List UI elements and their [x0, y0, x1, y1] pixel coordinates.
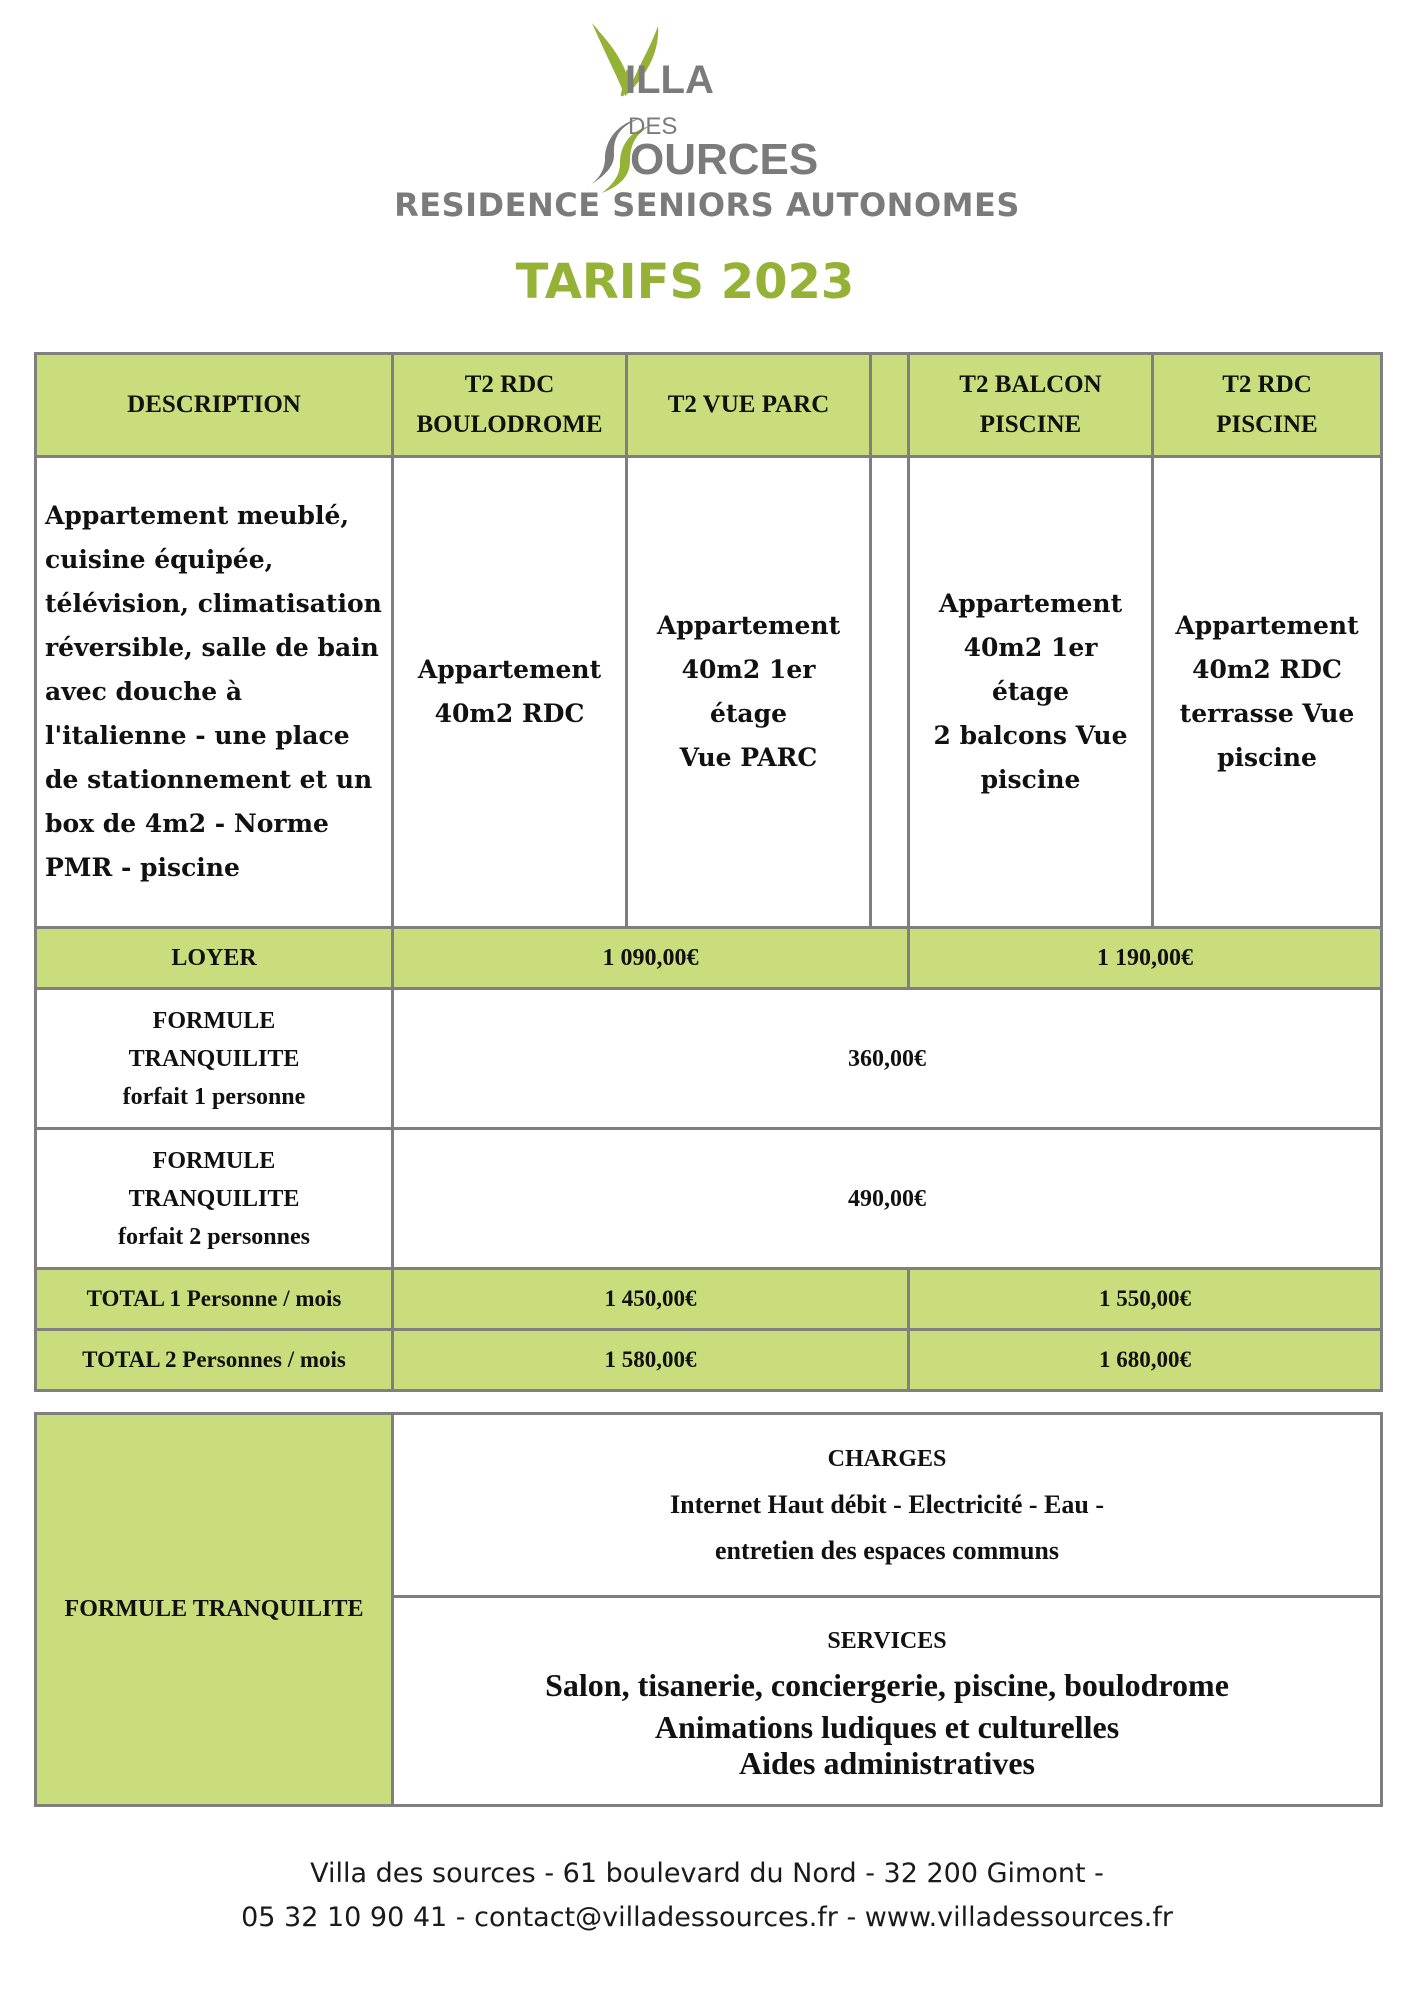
- formule-tranquilite-table: [34, 1412, 1383, 1807]
- logo-villa-text: ILLA: [625, 58, 714, 102]
- apartment-t2-rdc-boulodrome: Appartement 40m2 RDC: [393, 457, 627, 928]
- apartment-t2-balcon-piscine: Appartement 40m2 1er étage 2 balcons Vue piscine: [909, 457, 1153, 928]
- services-line-3: Aides administratives: [739, 1745, 1035, 1781]
- formule-1-personne-row: [36, 989, 1382, 1129]
- footer-address: Villa des sources - 61 boulevard du Nord - 32 200 Gimont -: [310, 1858, 1104, 1889]
- loyer-group1-value: 1 090,00€: [393, 928, 909, 989]
- footer-contact: [0, 1852, 1414, 1940]
- header-t2-balcon-piscine: T2 BALCON PISCINE: [909, 354, 1153, 457]
- header-t2-rdc-boulodrome: T2 RDC BOULODROME: [393, 354, 627, 457]
- loyer-group2-value: 1 190,00€: [909, 928, 1382, 989]
- apartment-spacer: [871, 457, 909, 928]
- total-2-group1-value: 1 580,00€: [393, 1330, 909, 1391]
- pricing-table: [34, 352, 1383, 1392]
- footer-contact-line: 05 32 10 90 41 - contact@villadessources.fr - www.villadessources.fr: [241, 1902, 1173, 1933]
- logo-sources-text: OURCES: [630, 135, 819, 184]
- charges-line-2: entretien des espaces communs: [715, 1536, 1059, 1565]
- villa-des-sources-logo: [580, 18, 840, 188]
- description-row: [36, 457, 1382, 928]
- apartment-t2-rdc-piscine: Appartement 40m2 RDC terrasse Vue piscine: [1153, 457, 1382, 928]
- services-line-2: Animations ludiques et culturelles: [654, 1709, 1120, 1745]
- charges-line-1: Internet Haut débit - Electricité - Eau -: [670, 1490, 1104, 1519]
- residence-subtitle: RESIDENCE SENIORS AUTONOMES: [394, 186, 1020, 224]
- services-cell: [393, 1597, 1382, 1806]
- total-1-group2-value: 1 550,00€: [909, 1269, 1382, 1330]
- loyer-row: [36, 928, 1382, 989]
- total-1-label: TOTAL 1 Personne / mois: [36, 1269, 393, 1330]
- description-text: Appartement meublé, cuisine équipée, télévision, climatisation réversible, salle de bain avec douche à l'italienne - une place de stationnement et un box de 4m2 - Norme PMR - piscine: [36, 457, 393, 928]
- formule-2-label: FORMULE TRANQUILITE forfait 2 personnes: [36, 1129, 393, 1269]
- header-spacer: [871, 354, 909, 457]
- charges-heading: CHARGES: [827, 1446, 947, 1472]
- logo-des-text: DES: [628, 113, 678, 140]
- total-2-personnes-row: [36, 1330, 1382, 1391]
- total-2-group2-value: 1 680,00€: [909, 1330, 1382, 1391]
- services-line-1: Salon, tisanerie, conciergerie, piscine, boulodrome: [545, 1667, 1229, 1703]
- formule-tranquilite-label: FORMULE TRANQUILITE: [36, 1414, 393, 1806]
- loyer-label: LOYER: [36, 928, 393, 989]
- formule-1-value: 360,00€: [393, 989, 1382, 1129]
- charges-cell: [393, 1414, 1382, 1597]
- total-1-personne-row: [36, 1269, 1382, 1330]
- total-1-group1-value: 1 450,00€: [393, 1269, 909, 1330]
- header-description: DESCRIPTION: [36, 354, 393, 457]
- services-heading: SERVICES: [827, 1628, 947, 1654]
- formule-2-personnes-row: [36, 1129, 1382, 1269]
- formule-1-label: FORMULE TRANQUILITE forfait 1 personne: [36, 989, 393, 1129]
- page-title: TARIFS 2023: [515, 254, 855, 310]
- formule-2-value: 490,00€: [393, 1129, 1382, 1269]
- header-t2-rdc-piscine: T2 RDC PISCINE: [1153, 354, 1382, 457]
- table-header-row: [36, 354, 1382, 457]
- header-t2-vue-parc: T2 VUE PARC: [627, 354, 871, 457]
- apartment-t2-vue-parc: Appartement 40m2 1er étage Vue PARC: [627, 457, 871, 928]
- total-2-label: TOTAL 2 Personnes / mois: [36, 1330, 393, 1391]
